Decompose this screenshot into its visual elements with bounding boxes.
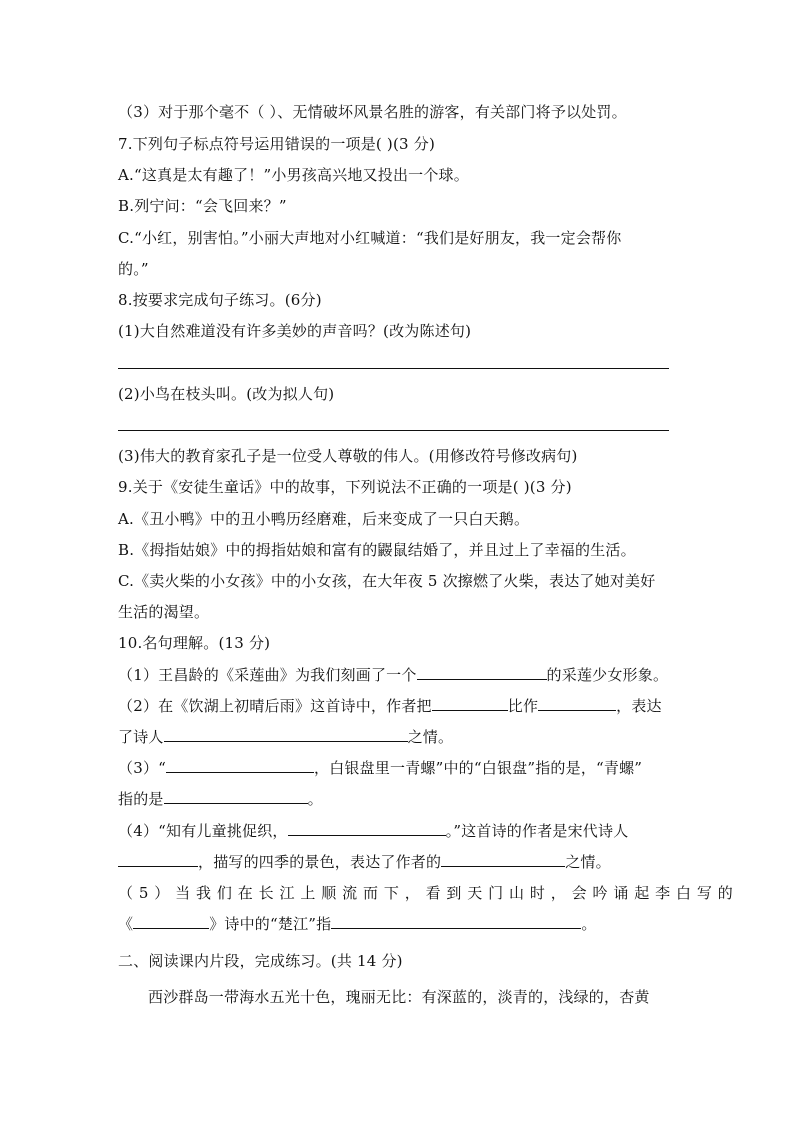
q10-3-text-b: ，白银盘里一青螺”中的“白银盘”指的是，“青螺” — [314, 759, 643, 777]
q10-2-text-b: 比作 — [507, 697, 539, 715]
blank-q10-4b[interactable] — [118, 852, 198, 867]
q9-stem: 9.关于《安徒生童话》中的故事，下列说法不正确的一项是( )(3 分) — [118, 478, 572, 496]
q6-item-3: （3）对于那个毫不（ ）、无情破坏风景名胜的游客，有关部门将予以处罚。 — [118, 103, 627, 121]
q10-3-text-d: 。 — [307, 790, 323, 808]
q8-stem: 8.按要求完成句子练习。(6分) — [118, 291, 322, 309]
q7-option-b: B.列宁问：“会飞回来？” — [118, 197, 287, 215]
reading-passage: 西沙群岛一带海水五光十色，瑰丽无比：有深蓝的，淡青的，浅绿的，杏黄 — [148, 988, 650, 1006]
blank-q10-2c[interactable] — [164, 727, 408, 742]
q9-option-b: B.《拇指姑娘》中的拇指姑娘和富有的鼹鼠结婚了，并且过上了幸福的生活。 — [118, 541, 636, 559]
q7-option-a: A.“这真是太有趣了！”小男孩高兴地又投出一个球。 — [118, 166, 469, 184]
q10-item-1 — [118, 665, 668, 685]
answer-line-q8-1[interactable] — [118, 368, 669, 369]
q10-1-text-b: 的采莲少女形象。 — [546, 666, 669, 684]
q10-4-text-a: （4）“知有儿童挑促织， — [118, 822, 288, 840]
q10-stem: 10.名句理解。(13 分) — [118, 634, 271, 652]
q10-5-text-a: 《 — [118, 915, 134, 933]
q10-item-5-line1: （ 5 ） 当 我 们 在 长 江 上 顺 流 而 下 ， 看 到 天 门 山 时 ， 会 吟 诵 起 李 白 写 的 — [118, 884, 734, 902]
q10-item-3-line2 — [118, 789, 323, 809]
q9-option-a: A.《丑小鸭》中的丑小鸭历经磨难，后来变成了一只白天鹅。 — [118, 510, 530, 528]
blank-q10-4a[interactable] — [288, 821, 446, 836]
blank-q10-1[interactable] — [417, 665, 547, 680]
q10-4-text-c: ，描写的四季的景色，表达了作者的 — [198, 853, 442, 871]
q10-item-4-line1 — [118, 821, 628, 841]
q10-item-5-line2 — [118, 914, 597, 934]
q10-5-text-c: 。 — [581, 915, 597, 933]
answer-line-q8-2[interactable] — [118, 430, 669, 431]
q8-item-1: (1)大自然难道没有许多美妙的声音吗？(改为陈述句) — [118, 322, 472, 340]
q10-3-text-a: （3）“ — [118, 759, 167, 777]
q10-item-3-line1 — [118, 758, 642, 778]
q10-2-text-a: （2）在《饮湖上初晴后雨》这首诗中，作者把 — [118, 697, 432, 715]
q7-stem: 7.下列句子标点符号运用错误的一项是( )(3 分) — [118, 135, 436, 153]
blank-q10-5b[interactable] — [331, 914, 581, 929]
q10-item-2-line2 — [118, 727, 453, 747]
blank-q10-2b[interactable] — [538, 696, 616, 711]
blank-q10-4c[interactable] — [441, 852, 565, 867]
q10-item-4-line2 — [118, 852, 611, 872]
blank-q10-3b[interactable] — [164, 789, 308, 804]
q10-4-text-d: 之情。 — [565, 853, 611, 871]
q8-item-3: (3)伟大的教育家孔子是一位受人尊敬的伟人。(用修改符号修改病句) — [118, 447, 578, 465]
q10-2-text-d: 了诗人 — [118, 728, 164, 746]
q7-option-c-line2: 的。” — [118, 260, 149, 278]
blank-q10-3a[interactable] — [166, 758, 314, 773]
q7-option-c-line1: C.“小红，别害怕。”小丽大声地对小红喊道：“我们是好朋友，我一定会帮你 — [118, 229, 622, 247]
q10-2-text-e: 之情。 — [407, 728, 454, 746]
q10-1-text-a: （1）王昌龄的《采莲曲》为我们刻画了一个 — [118, 666, 417, 684]
q10-item-2-line1 — [118, 696, 662, 716]
q10-4-text-b: 。”这首诗的作者是宋代诗人 — [445, 822, 629, 840]
q9-option-c-line1: C.《卖火柴的小女孩》中的小女孩，在大年夜 5 次擦燃了火柴，表达了她对美好 — [118, 572, 656, 590]
section-2-heading: 二、阅读课内片段，完成练习。(共 14 分) — [118, 952, 403, 970]
q10-2-text-c: ，表达 — [616, 697, 662, 715]
q9-option-c-line2: 生活的渴望。 — [118, 603, 210, 621]
blank-q10-5a[interactable] — [133, 914, 209, 929]
q10-3-text-c: 指的是 — [118, 790, 164, 808]
q10-5-text-b: 》诗中的“楚江”指 — [209, 915, 332, 933]
blank-q10-2a[interactable] — [432, 696, 508, 711]
q8-item-2: (2)小鸟在枝头叫。(改为拟人句) — [118, 385, 335, 403]
